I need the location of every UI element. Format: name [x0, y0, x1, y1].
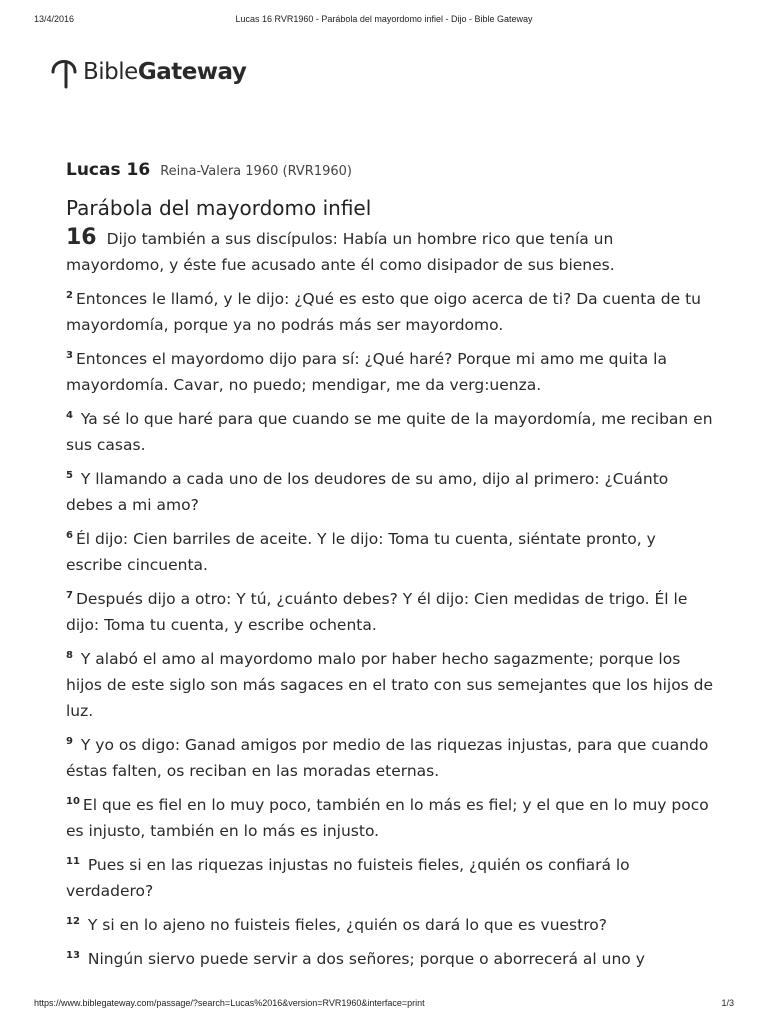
verse-text: Entonces le llamó, y le dijo: ¿Qué es esto que oigo acerca de ti? Da cuenta de tu mayordomía, porque ya no podrás más ser mayordomo.	[66, 290, 701, 334]
verse-12	[66, 912, 716, 938]
version-name: Reina-Valera 1960 (RVR1960)	[160, 164, 352, 179]
verse-number: 13	[66, 949, 80, 961]
print-footer	[34, 998, 734, 1012]
verse-4	[66, 406, 716, 458]
logo-text-gateway: Gateway	[137, 59, 247, 85]
verse-11	[66, 852, 716, 904]
print-date: 13/4/2016	[34, 14, 75, 24]
verse-3	[66, 346, 716, 398]
verse-number: 12	[66, 915, 80, 927]
page-number: 1/3	[721, 998, 734, 1008]
verse-text: Y yo os digo: Ganad amigos por medio de las riquezas injustas, para que cuando éstas falten, os reciban en las moradas eternas.	[66, 736, 709, 780]
verse-7	[66, 586, 716, 638]
verse-number: 2	[66, 289, 73, 301]
verse-13	[66, 946, 716, 972]
verse-9	[66, 732, 716, 784]
print-document-title: Lucas 16 RVR1960 - Parábola del mayordomo infiel - Dijo - Bible Gateway	[235, 14, 533, 24]
verse-number: 4	[66, 409, 73, 421]
book-reference: Lucas 16	[66, 160, 151, 180]
verse-5	[66, 466, 716, 518]
verse-number: 11	[66, 855, 80, 867]
verse-number: 5	[66, 469, 73, 481]
logo-text-bible: Bible	[83, 59, 138, 85]
verse-text: Dijo también a sus discípulos: Había un hombre rico que tenía un mayordomo, y éste fue acusado ante él como disipador de sus bienes.	[66, 230, 615, 274]
logo-wordmark	[83, 59, 246, 85]
bible-gateway-logo-icon	[50, 50, 82, 94]
verse-text: Pues si en las riquezas injustas no fuisteis fieles, ¿quién os confiará lo verdadero?	[66, 856, 630, 900]
verse-text: Ya sé lo que haré para que cuando se me quite de la mayordomía, me reciban en sus casas.	[66, 410, 713, 454]
verse-text: Después dijo a otro: Y tú, ¿cuánto debes? Y él dijo: Cien medidas de trigo. Él le dijo: Toma tu cuenta, y escribe ochenta.	[66, 590, 688, 634]
verse-10	[66, 792, 716, 844]
chapter-number: 16	[66, 225, 97, 250]
verse-6	[66, 526, 716, 578]
passage-content	[66, 160, 716, 980]
verse-text: Él dijo: Cien barriles de aceite. Y le dijo: Toma tu cuenta, siéntate pronto, y escribe cincuenta.	[66, 530, 656, 574]
verse-text: Y alabó el amo al mayordomo malo por haber hecho sagazmente; porque los hijos de este siglo son más sagaces en el trato con sus semejantes que los hijos de luz.	[66, 650, 714, 720]
verse-text: Ningún siervo puede servir a dos señores; porque o aborrecerá al uno y	[87, 950, 645, 968]
passage-header	[66, 160, 716, 180]
verse-8	[66, 646, 716, 724]
verse-number: 3	[66, 349, 73, 361]
verse-text: El que es fiel en lo muy poco, también en lo más es fiel; y el que en lo muy poco es injusto, también en lo más es injusto.	[66, 796, 709, 840]
verse-number: 7	[66, 589, 73, 601]
bible-gateway-logo[interactable]	[50, 52, 246, 92]
verse-2	[66, 286, 716, 338]
verse-text: Entonces el mayordomo dijo para sí: ¿Qué haré? Porque mi amo me quita la mayordomía. Cavar, no puedo; mendigar, me da verg:uenza.	[66, 350, 667, 394]
verse-1	[66, 226, 716, 278]
verse-number: 9	[66, 735, 73, 747]
print-header	[34, 14, 734, 28]
verse-number: 8	[66, 649, 73, 661]
verse-text: Y llamando a cada uno de los deudores de su amo, dijo al primero: ¿Cuánto debes a mi amo?	[66, 470, 669, 514]
verse-text: Y si en lo ajeno no fuisteis fieles, ¿quién os dará lo que es vuestro?	[87, 916, 607, 934]
verse-number: 10	[66, 795, 80, 807]
print-url: https://www.biblegateway.com/passage/?search=Lucas%2016&version=RVR1960&interface=print	[34, 998, 425, 1008]
verse-number: 6	[66, 529, 73, 541]
section-heading: Parábola del mayordomo infiel	[66, 196, 372, 220]
